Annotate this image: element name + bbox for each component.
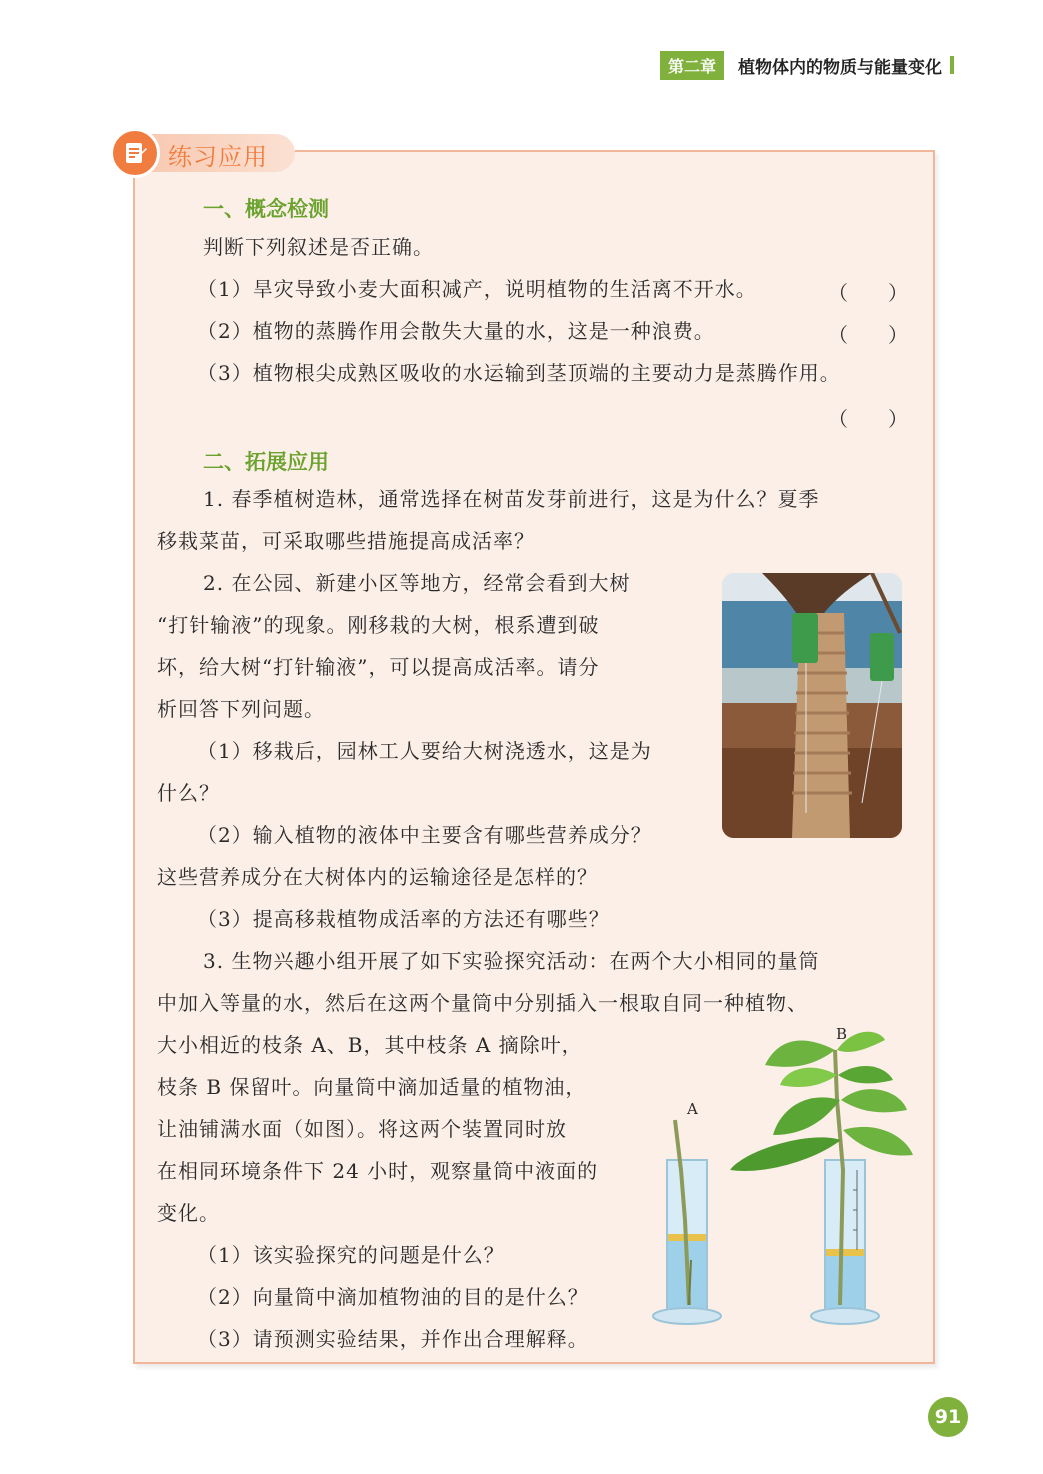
part2-q2-line4: 析回答下列问题。	[157, 697, 325, 721]
part2-q1-line2: 移栽菜苗，可采取哪些措施提高成活率？	[157, 529, 535, 553]
part2-q2-sub2-line1: （2）输入植物的液体中主要含有哪些营养成分？	[197, 823, 652, 847]
part2-q3-line3: 大小相近的枝条 A、B，其中枝条 A 摘除叶，	[157, 1033, 583, 1057]
figure-label-a: A	[687, 1100, 698, 1118]
page-number: 91	[928, 1397, 968, 1437]
part1-q3: （3）植物根尖成熟区吸收的水运输到茎顶端的主要动力是蒸腾作用。	[197, 361, 841, 385]
part1-intro: 判断下列叙述是否正确。	[203, 235, 434, 259]
part2-heading: 二、拓展应用	[203, 450, 329, 474]
section-badge	[110, 128, 290, 178]
part2-q2-line1: 2. 在公园、新建小区等地方，经常会看到大树	[203, 571, 631, 595]
chapter-tag: 第二章	[660, 51, 724, 80]
part2-q2-sub1-line2: 什么？	[157, 781, 220, 805]
notepad-icon	[110, 128, 160, 178]
part2-q3-line7: 变化。	[157, 1201, 220, 1225]
part2-q2-sub2-line2: 这些营养成分在大树体内的运输途径是怎样的？	[157, 865, 598, 889]
section-badge-label: 练习应用	[168, 143, 268, 171]
part2-q2-sub3: （3）提高移栽植物成活率的方法还有哪些？	[197, 907, 610, 931]
part2-q3-sub2: （2）向量筒中滴加植物油的目的是什么？	[197, 1285, 589, 1309]
part2-q2-sub1-line1: （1）移栽后，园林工人要给大树浇透水，这是为	[197, 739, 652, 763]
part2-q3-line1: 3. 生物兴趣小组开展了如下实验探究活动：在两个大小相同的量筒	[203, 949, 820, 973]
part1-heading: 一、概念检测	[203, 197, 329, 221]
tree-infusion-photo	[722, 573, 902, 838]
part1-q2: （2）植物的蒸腾作用会散失大量的水，这是一种浪费。	[197, 319, 715, 343]
part2-q2-line2: “打针输液”的现象。刚移栽的大树，根系遭到破	[157, 613, 600, 637]
part2-q2-line3: 坏，给大树“打针输液”，可以提高成活率。请分	[157, 655, 600, 679]
part2-q3-line2: 中加入等量的水，然后在这两个量筒中分别插入一根取自同一种植物、	[157, 991, 808, 1015]
part2-q1-line1: 1. 春季植树造林，通常选择在树苗发芽前进行，这是为什么？夏季	[203, 487, 820, 511]
part1-q1: （1）旱灾导致小麦大面积减产，说明植物的生活离不开水。	[197, 277, 757, 301]
answer-blank: （ ）	[828, 281, 908, 305]
chapter-bar	[950, 56, 954, 74]
answer-blank: （ ）	[828, 323, 908, 347]
cylinder-experiment-figure	[645, 1020, 920, 1330]
part2-q3-line5: 让油铺满水面（如图）。将这两个装置同时放	[157, 1117, 567, 1141]
part2-q3-line4: 枝条 B 保留叶。向量筒中滴加适量的植物油，	[157, 1075, 587, 1099]
part2-q3-sub1: （1）该实验探究的问题是什么？	[197, 1243, 505, 1267]
chapter-header	[660, 50, 954, 80]
part2-q3-line6: 在相同环境条件下 24 小时，观察量筒中液面的	[157, 1159, 599, 1183]
part2-q3-sub3: （3）请预测实验结果，并作出合理解释。	[197, 1327, 589, 1351]
figure-label-b: B	[836, 1025, 848, 1043]
answer-blank: （ ）	[828, 407, 908, 431]
chapter-title: 植物体内的物质与能量变化	[738, 57, 943, 78]
